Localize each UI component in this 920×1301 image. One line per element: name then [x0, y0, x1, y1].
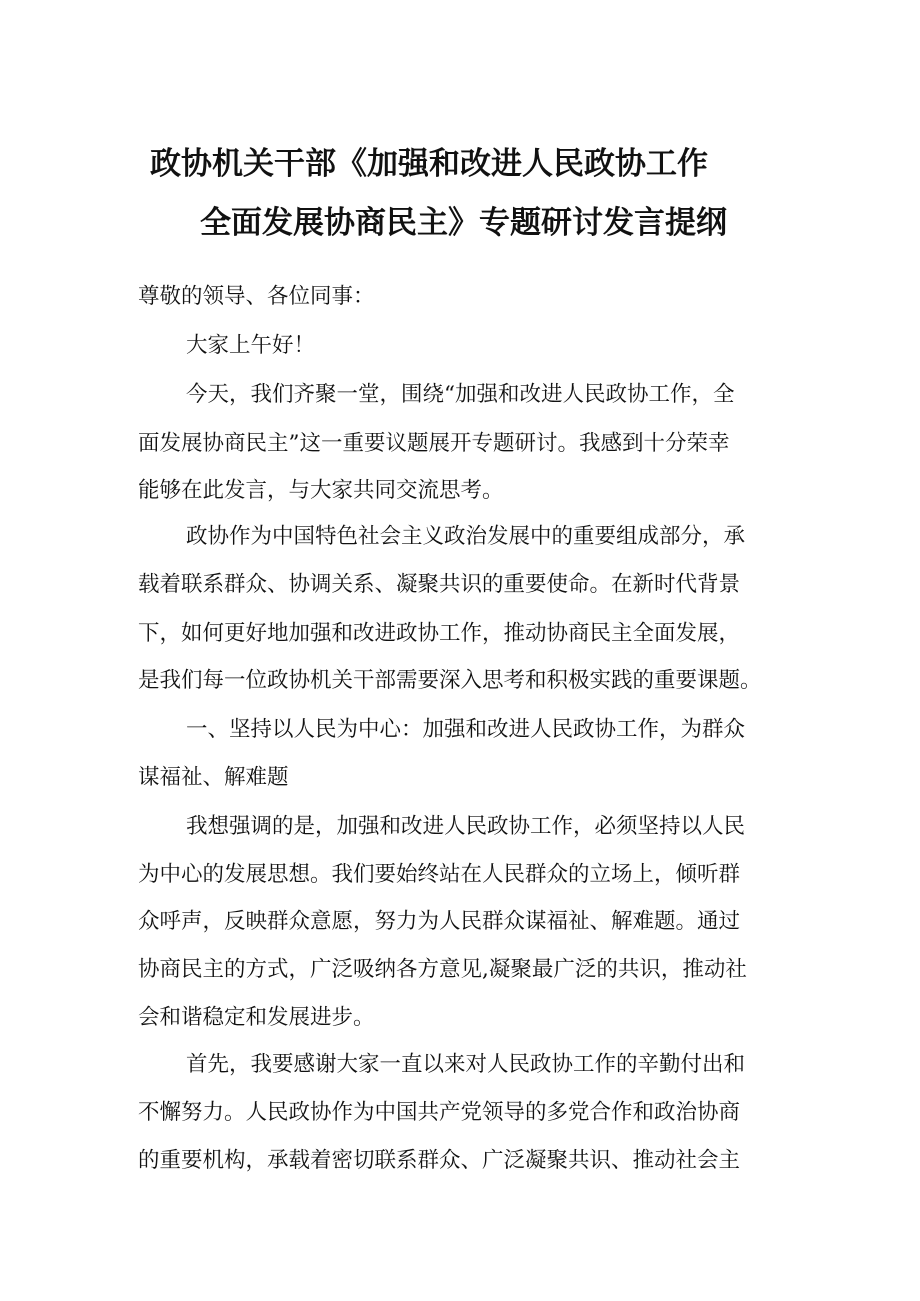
section-heading: 谋福祉、解难题: [138, 765, 289, 790]
body-line: 今天，我们齐聚一堂，围绕“加强和改进人民政协工作，全: [186, 382, 735, 407]
body-line: 首先，我要感谢大家一直以来对人民政协工作的辛勤付出和: [186, 1052, 746, 1077]
section-heading: 一、坚持以人民为中心：加强和改进人民政协工作，为群众: [186, 717, 746, 742]
document-title-line-1: 政协机关干部《加强和改进人民政协工作: [150, 146, 708, 182]
document-title-line-2: 全面发展协商民主》专题研讨发言提纲: [200, 205, 727, 241]
salutation: 尊敬的领导、各位同事：: [138, 284, 375, 309]
body-line: 为中心的发展思想。我们要始终站在人民群众的立场上，倾听群: [138, 862, 741, 887]
body-line: 载着联系群众、协调关系、凝聚共识的重要使命。在新时代背景: [138, 572, 741, 597]
body-line: 协商民主的方式，广泛吸纳各方意见,凝聚最广泛的共识，推动社: [138, 957, 747, 982]
body-line: 的重要机构，承载着密切联系群众、广泛凝聚共识、推动社会主: [138, 1148, 741, 1173]
body-line: 是我们每一位政协机关干部需要深入思考和积极实践的重要课题。: [138, 668, 762, 693]
body-line: 能够在此发言，与大家共同交流思考。: [138, 478, 504, 503]
greeting: 大家上午好！: [186, 333, 316, 358]
body-line: 我想强调的是，加强和改进人民政协工作，必须坚持以人民: [186, 814, 746, 839]
body-line: 会和谐稳定和发展进步。: [138, 1005, 375, 1030]
body-line: 政协作为中国特色社会主义政治发展中的重要组成部分，承: [186, 524, 746, 549]
body-line: 众呼声，反映群众意愿，努力为人民群众谋福祉、解难题。通过: [138, 909, 741, 934]
body-line: 下，如何更好地加强和改进政协工作，推动协商民主全面发展，: [138, 621, 741, 646]
body-line: 面发展协商民主”这一重要议题展开专题研讨。我感到十分荣幸: [138, 431, 730, 456]
body-line: 不懈努力。人民政协作为中国共产党领导的多党合作和政治协商: [138, 1100, 741, 1125]
